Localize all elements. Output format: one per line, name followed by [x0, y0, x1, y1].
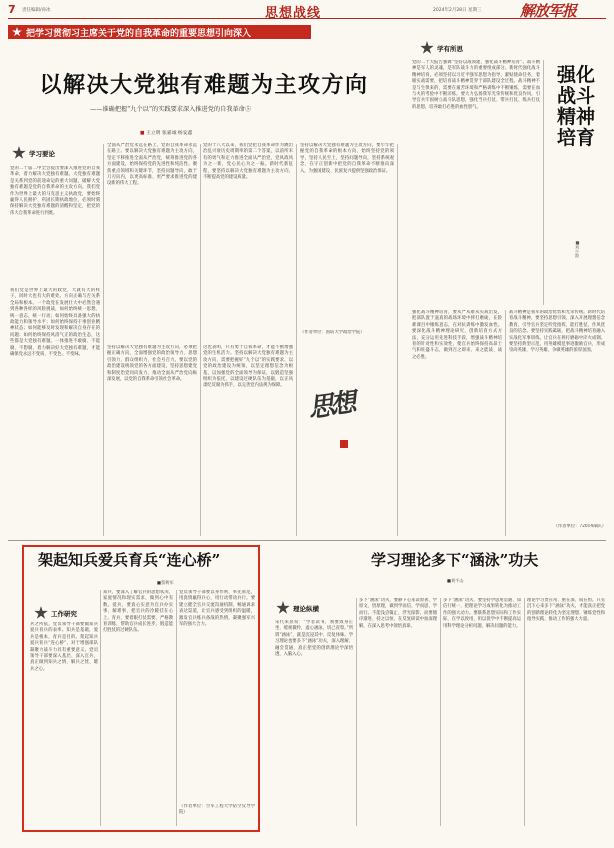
article-title-lianxinqiao[interactable]: 架起知兵爱兵育兵“连心桥” [38, 551, 221, 569]
newspaper-logo: 解放军报 [520, 2, 577, 20]
body-text: 党员领导干部要以身作则、率先垂范，用真情赢得兵心，用行动带动兵行。要建立健全官兵交流沟通机制，畅通诉求表达渠道，让官兵感受到组织的温暖，激发官兵练兵备战的热情，凝聚强军兴军的强大合力。 [179, 590, 255, 628]
calligraphy-artwork: 思想 [306, 388, 355, 424]
body-text: 党的十八大以来，我们党把自我革命作为跳出治乱兴衰历史周期率的第二个答案，以前所未有的勇气和定力推进全面从严治党，党风政风为之一新，党心民心为之一振。新时代新征程，要坚持以解决大党独有难题为主攻方向，不断提高党的建设质量。 [203, 143, 293, 181]
star-icon [34, 606, 48, 620]
section-title: 思想战线 [264, 6, 321, 21]
tag-xuexi-yaolun [12, 146, 55, 160]
author-credit: （作者单位：空军工程大学防空反导学院） [179, 804, 255, 816]
editor-credit: 责任编辑/孙冰 [22, 8, 51, 13]
tag-lilun-zongheng [276, 601, 319, 615]
body-text: 知兵，要深入了解官兵的思想状况、家庭情况和现实需求，做到心中有数。爱兵，要真心实意为官兵办实事、解难事，把官兵的冷暖挂在心上。育兵，要着眼打仗需要，严格教育训练，帮助官兵成长进步，锻造能打胜仗的过硬队伍。 [103, 590, 173, 634]
tag-label: 工作研究 [51, 609, 77, 618]
main-byline: ■ 王立明 张嘉诚 杨安鑫 [140, 129, 192, 136]
body-text: 兵之所依，党员领导干部要做知兵爱兵育兵的表率。知兵是基础，爱兵是根本，育兵是目的。架起知兵爱兵育兵“连心桥”，对于增强部队凝聚力战斗力具有重要意义。党员领导干部要深入基层、深入官兵，真正做到知兵之情、解兵之忧、暖兵之心。 [30, 622, 98, 672]
body-text: 全面从严治党永远在路上，党的自我革命永远在路上。要以解决大党独有难题为主攻方向，坚定不移推进全面从严治党，统筹推进党的各方面建设，始终保持党的先进性和纯洁性。聚焦重点领域和关键环节，坚持问题导向，敢于刀刃向内，以更高标准、更严要求推进党的建设新的伟大工程。 [107, 143, 197, 187]
body-text: 党的二十大报告强调“坚持以战领建，强化战斗精神培育”。战斗精神是军人的灵魂，是军队战斗力的重要组成部分。新时代强化战斗精神培育，必须坚持以习近平强军思想为指导，紧贴使命任务，着眼实战需要，把培育战斗精神贯穿于部队建设全过程。战斗精神不是与生俱来的，需要在艰苦环境和严格训练中不断锤炼，需要在血与火的考验中不断淬炼。要大力弘扬我军光荣传统和优良作风，引导官兵牢固树立战斗队思想，强化当兵打仗、带兵打仗、练兵打仗的思想，培养敢打必胜的血性胆气。 [412, 60, 540, 110]
side-article-author: ■刘少波 [575, 240, 580, 258]
author-credit: （作者单位：国防大学政治学院） [300, 330, 365, 335]
tag-xueyou-suosi [420, 41, 463, 55]
article-title-hanyong[interactable]: 学习理论多下“涵泳”功夫 [371, 551, 539, 569]
body-text: 战斗精神是我军的政治优势和光荣传统。新时代培育战斗精神，要坚持思想引领，深入开展理想信念教育，引导官兵坚定听党指挥、能打胜仗、作风优良的信念。要坚持实践砥砺，把战斗精神培育融入实战化军事训练，让官兵在摔打磨砺中淬火成钢。要坚持典型示范，用英雄模范事迹激励官兵，形成崇尚英雄、学习英雄、争做英雄的浓厚氛围。 [509, 310, 605, 354]
body-text: 多下“涵泳”功夫，要坚持学思用贯通、知信行统一，把理论学习成果转化为推动工作的强大动力。要联系思想实际和工作实际，在学以致用、用以促学中不断提高运用科学理论分析问题、解决问题的能力。 [443, 598, 521, 629]
issue-date: 2024年2月28日 星期三 [433, 8, 482, 13]
body-text: 理论学习贵在常、重在深、成在恒。只有沉下心来多下“涵泳”功夫，才能真正把党的创新理论转化为坚定理想、锤炼党性和指导实践、推动工作的强大力量。 [527, 598, 605, 623]
author-credit: （作者单位：72014部队） [553, 524, 606, 529]
star-icon [12, 146, 26, 160]
page-number: 7 [8, 3, 16, 16]
article-author: ■蔡利军 [157, 580, 174, 585]
banner-text: 把学习贯彻习主席关于党的自我革命的重要思想引向深入 [26, 29, 252, 39]
main-headline[interactable]: 以解决大党独有难题为主攻方向 [39, 72, 369, 98]
body-text: 多下“涵泳”功夫，要静下心来读原著、学原文、悟原理，做到学而信、学而思、学而行。不能浅尝辄止、浮光掠影，而要循序渐进、持之以恒，在反复研读中加深理解，在深入思考中领悟真谛。 [359, 598, 437, 629]
article-author: ■刘千山 [447, 578, 464, 583]
body-text: 坚持以解决大党独有难题为主攻方向，必须把握正确方向，全面增强党的政治领导力、思想引领力、群众组织力、社会号召力。要以党的政治建设统领党的各方面建设，坚持思想建党和制度治党同向发力，推动全面从严治党向纵深发展，以党的自我革命引领社会革命。 [107, 345, 197, 383]
header-rule [8, 18, 606, 19]
body-text: 强化战斗精神培育，要从严从难从实战出发，把部队置于逼真的战场环境中摔打磨砺，在险难课目中锤炼意志，在对抗训练中激发血性。要深化战斗精神理论研究，创新培育方式方法，充分运用先进科技手段，增强战斗精神培育的针对性和实效性，使官兵始终保持高昂士气和旺盛斗志，做到召之即来、来之能战、战之必胜。 [412, 310, 502, 360]
body-text: 党的二十届二中全会提出要深入推进党的自我革命，着力解决大党独有难题。大党独有难题是关系到党的前途命运的重大问题，破解大党独有难题是党的自我革命的主攻方向。我们党作为世界上最大的马克思主义执政党，要始终赢得人民拥护、巩固长期执政地位，必须时刻保持解决大党独有难题的清醒和坚定，把党的伟大自我革命进行到底。 [10, 166, 100, 216]
tag-label: 理论纵横 [293, 604, 319, 613]
body-text: 我们党是世界上最大的政党，大就有大的样子，同时大也有大的难处。方向正确与否关系全局和根本。一个政党在发展壮大中必然会遇到各种各样的风险挑战，如何始终统一思想、统一意志、统一行动；如何始终具备强大的执政能力和领导水平；如何始终保持干事创业精神状态；如何能够及时发现和解决自身存在的问题；如何始终保持风清气正的政治生态，这些都是大党独有难题。一体推进不敢腐、不能腐、不想腐，着力解决好大党独有难题，才能确保党永远不变质、不变色、不变味。 [10, 288, 100, 358]
seal-stamp [340, 440, 348, 448]
body-text: 坚持以解决大党独有难题为主攻方向，要牢牢把握党的自我革命的根本方向，始终坚持党的领导，坚持人民至上，坚持问题导向，坚持系统观念，在守正创新中把党的自我革命不断推向深入，为强国建设、民族复兴提供坚强政治保证。 [300, 143, 394, 174]
side-article-title[interactable]: 强化战斗精神培育 [556, 64, 595, 149]
body-text: 这也表明，只有勇于自我革命，才能不断增强党的生机活力。坚持以解决大党独有难题为主攻方向，需要把握好“九个以”的实践要求，以党的政治建设为统领，以坚定理想信念为根基，以加强党的全面领导为保证，以锻造坚强组织为依托，以建设过硬队伍为基础，以正风肃纪反腐为抓手，以完善党内法规为保障。 [203, 345, 293, 389]
star-icon [420, 41, 434, 55]
star-icon [276, 601, 290, 615]
body-text: 宋代朱熹说：“学者读书，须要敛身正坐，缓视微吟，虚心涵泳，切己省察。”所谓“涵泳”，就是沉浸其中、反复体味。学习理论也要多下“涵泳”功夫，深入理解、融会贯通，真正把党的创新理论学深悟透、入脑入心。 [275, 620, 353, 658]
main-subheadline: ——谁确把握“九个以”的实践要求深入推进党的自我革命⑤ [90, 106, 252, 113]
tag-label: 学习要论 [29, 149, 55, 158]
tag-gongzuo-yanjiu [34, 606, 77, 620]
tag-label: 学有所思 [437, 44, 463, 53]
